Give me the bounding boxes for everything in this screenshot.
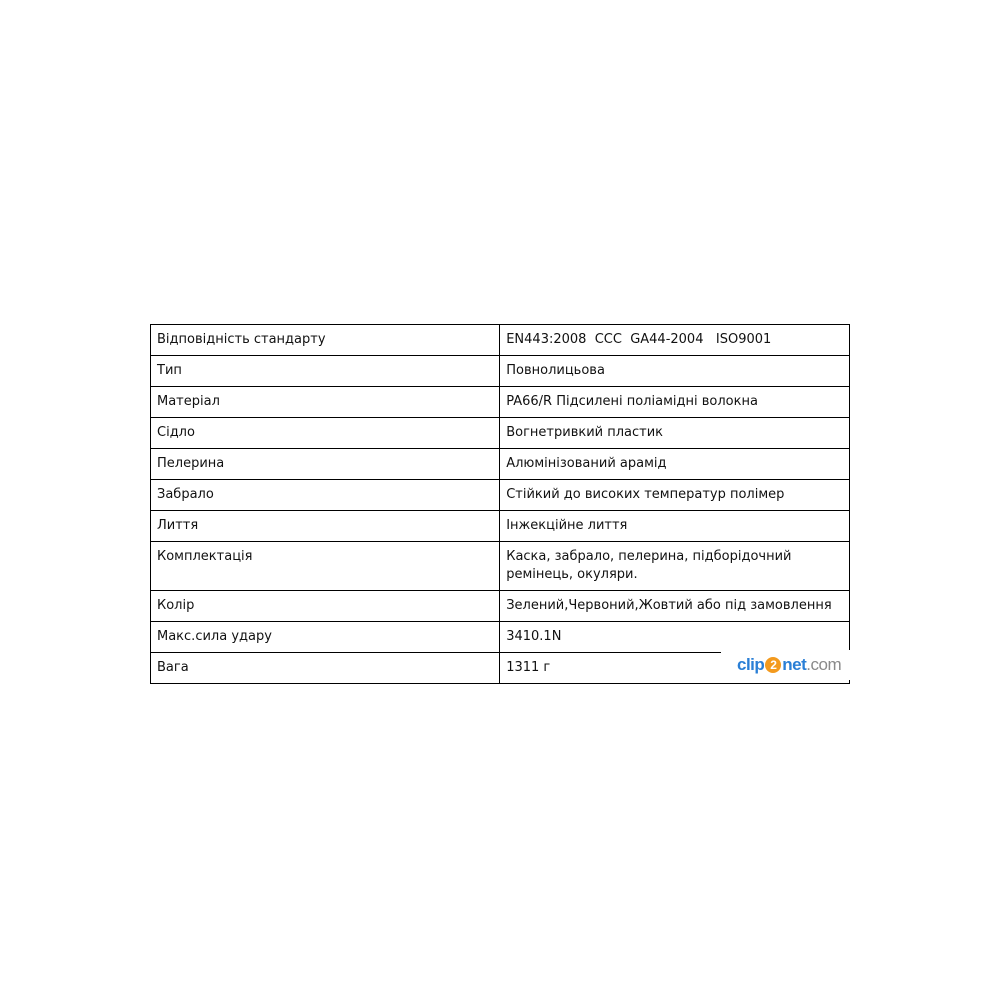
watermark-clip: clip xyxy=(737,655,765,674)
table-row xyxy=(151,418,850,449)
spec-key: Пелерина xyxy=(151,449,500,480)
spec-key: Вага xyxy=(151,653,500,684)
table-row xyxy=(151,325,850,356)
spec-value: PA66/R Підсилені поліамідні волокна xyxy=(500,387,850,418)
table-row xyxy=(151,511,850,542)
table-row xyxy=(151,622,850,653)
table-row xyxy=(151,542,850,591)
table-row xyxy=(151,480,850,511)
table-row xyxy=(151,591,850,622)
spec-value: 1311 г xyxy=(500,653,850,684)
spec-value: Вогнетривкий пластик xyxy=(500,418,850,449)
spec-key: Тип xyxy=(151,356,500,387)
spec-table xyxy=(150,324,850,684)
clip2net-watermark xyxy=(721,650,851,680)
table-row xyxy=(151,449,850,480)
watermark-digit: 2 xyxy=(765,657,781,673)
spec-value: Каска, забрало, пелерина, підборідочний ремінець, окуляри. xyxy=(500,542,850,591)
table-row xyxy=(151,387,850,418)
spec-value: Алюмінізований арамід xyxy=(500,449,850,480)
spec-key: Забрало xyxy=(151,480,500,511)
spec-key: Сідло xyxy=(151,418,500,449)
spec-key: Відповідність стандарту xyxy=(151,325,500,356)
watermark-net: net xyxy=(782,655,807,674)
spec-value: Повнолицьова xyxy=(500,356,850,387)
watermark-tld: com xyxy=(810,655,842,674)
spec-key: Макс.сила удару xyxy=(151,622,500,653)
spec-key: Комплектація xyxy=(151,542,500,591)
spec-value: EN443:2008 CCC GA44-2004 ISO9001 xyxy=(500,325,850,356)
spec-value: 3410.1N xyxy=(500,622,850,653)
spec-value: Інжекційне лиття xyxy=(500,511,850,542)
watermark-dot: . xyxy=(806,655,811,674)
spec-key: Матеріал xyxy=(151,387,500,418)
spec-key: Лиття xyxy=(151,511,500,542)
spec-value: Стійкий до високих температур полімер xyxy=(500,480,850,511)
table-row xyxy=(151,356,850,387)
spec-value: Зелений,Червоний,Жовтий або під замовлення xyxy=(500,591,850,622)
spec-key: Колір xyxy=(151,591,500,622)
